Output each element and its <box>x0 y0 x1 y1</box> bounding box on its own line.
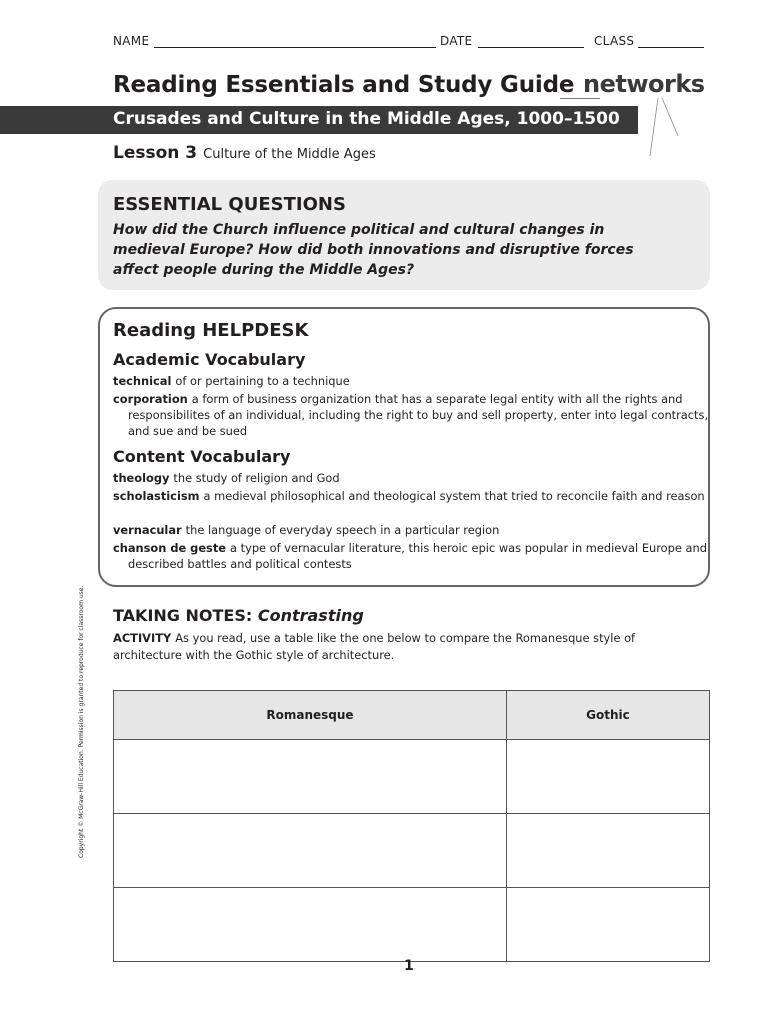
taking-notes-skill: Contrasting <box>257 606 364 625</box>
column-header-gothic: Gothic <box>506 691 709 740</box>
vocab-definition: a type of vernacular literature, this heroic epic was popular in medieval Europe and described battles and political contests <box>128 541 707 571</box>
vocab-entry <box>113 540 713 572</box>
helpdesk-title: Reading HELPDESK <box>113 320 309 341</box>
lesson-heading <box>113 143 376 163</box>
vocab-definition: of or pertaining to a technique <box>175 374 350 388</box>
networks-logo: networks <box>583 70 705 98</box>
essential-questions-heading: ESSENTIAL QUESTIONS <box>113 194 346 215</box>
table-cell[interactable] <box>114 740 507 814</box>
comparison-table <box>113 690 710 962</box>
vocab-term: theology <box>113 471 170 485</box>
essential-questions-text: How did the Church influence political and cultural changes in medieval Europe? How did both innovations and disruptive forces affect people during the Middle Ages? <box>113 222 634 278</box>
vocab-definition: the language of everyday speech in a particular region <box>185 523 500 537</box>
table-cell[interactable] <box>506 814 709 888</box>
unit-title: Crusades and Culture in the Middle Ages, 1000–1500 <box>113 109 620 129</box>
logo-rule <box>560 98 600 99</box>
vocab-term: technical <box>113 374 172 388</box>
column-header-romanesque: Romanesque <box>114 691 507 740</box>
vocab-definition: a form of business organization that has a separate legal entity with all the rights and responsibilites of an individual, including the right to buy and sell property, enter into legal contracts, and sue and be sued <box>128 392 709 438</box>
name-label: NAME <box>113 34 150 48</box>
taking-notes-heading <box>113 606 364 625</box>
vocab-term: chanson de geste <box>113 541 227 555</box>
table-row <box>114 740 710 814</box>
table-cell[interactable] <box>506 740 709 814</box>
class-label: CLASS <box>594 34 635 48</box>
vocab-entry <box>113 391 713 439</box>
activity-label: ACTIVITY <box>113 631 172 645</box>
taking-notes-label: TAKING NOTES: <box>113 606 253 625</box>
activity-text: As you read, use a table like the one below to compare the Romanesque style of architecture with the Gothic style of architecture. <box>113 631 636 662</box>
table-cell[interactable] <box>114 888 507 962</box>
page-number: 1 <box>404 958 414 974</box>
vocab-definition: the study of religion and God <box>173 471 340 485</box>
content-vocabulary-heading: Content Vocabulary <box>113 447 291 466</box>
vocab-entry <box>113 373 713 389</box>
vocab-entry <box>113 470 713 486</box>
table-row <box>114 814 710 888</box>
copyright-notice: Copyright © McGraw-Hill Education. Permission is granted to reproduce for classroom use. <box>78 585 85 858</box>
name-line[interactable] <box>154 47 436 48</box>
vocab-entry <box>113 522 713 538</box>
lesson-subtitle: Culture of the Middle Ages <box>203 147 376 162</box>
vocab-entry <box>113 488 713 504</box>
class-line[interactable] <box>638 47 704 48</box>
table-row <box>114 888 710 962</box>
page-title: Reading Essentials and Study Guide <box>113 72 575 98</box>
date-label: DATE <box>440 34 473 48</box>
vocab-definition: a medieval philosophical and theological system that tried to reconcile faith and reason <box>203 489 705 503</box>
vocab-term: scholasticism <box>113 489 200 503</box>
date-line[interactable] <box>478 47 584 48</box>
vocab-term: vernacular <box>113 523 182 537</box>
table-cell[interactable] <box>114 814 507 888</box>
activity-instructions <box>113 630 673 664</box>
lesson-label: Lesson 3 <box>113 143 198 163</box>
vocab-term: corporation <box>113 392 188 406</box>
academic-vocabulary-heading: Academic Vocabulary <box>113 350 306 369</box>
table-cell[interactable] <box>506 888 709 962</box>
